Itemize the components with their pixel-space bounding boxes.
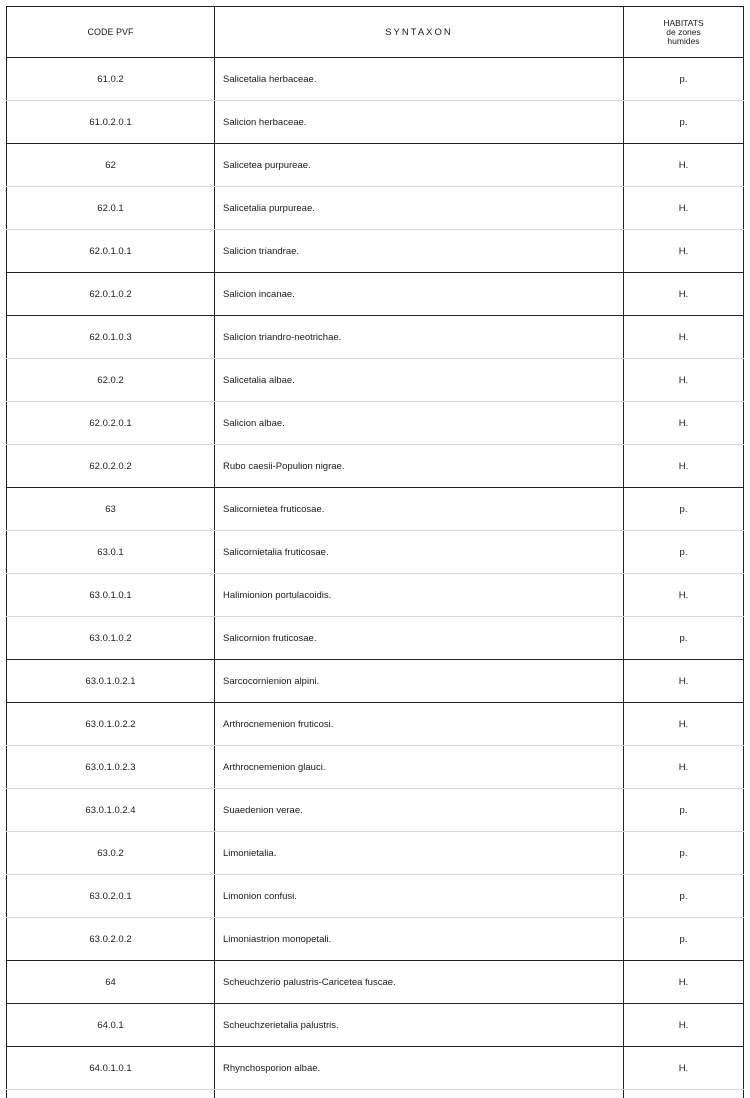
- syntaxon-cell: Suaedenion verae.: [215, 789, 624, 832]
- habitat-cell: H.: [624, 359, 744, 402]
- table-row: [7, 789, 744, 832]
- syntaxon-cell: Salicetalia albae.: [215, 359, 624, 402]
- syntaxon-cell: Arthrocnemenion glauci.: [215, 746, 624, 789]
- syntaxon-cell: Limoniastrion monopetali.: [215, 918, 624, 961]
- table-row: [7, 617, 744, 660]
- table-row: [7, 101, 744, 144]
- code-cell: 63.0.1.0.2.1: [7, 660, 215, 703]
- habitat-cell: H.: [624, 961, 744, 1004]
- syntaxon-cell: Sarcocornienion alpini.: [215, 660, 624, 703]
- table-row: [7, 144, 744, 187]
- table-row: [7, 746, 744, 789]
- header-habitats-line3: humides: [624, 37, 743, 46]
- code-cell: 61.0.2.0.1: [7, 101, 215, 144]
- habitat-cell: p.: [624, 875, 744, 918]
- table-row: [7, 961, 744, 1004]
- habitat-cell: H.: [624, 1047, 744, 1090]
- table-row: [7, 1004, 744, 1047]
- syntaxon-cell: Limonion confusi.: [215, 875, 624, 918]
- table-row: [7, 531, 744, 574]
- table-row: [7, 832, 744, 875]
- code-cell: 62.0.2: [7, 359, 215, 402]
- code-cell: 62.0.1.0.1: [7, 230, 215, 273]
- habitat-cell: p.: [624, 832, 744, 875]
- header-code: CODE PVF: [7, 7, 215, 58]
- code-cell: 64.0.1.0.1: [7, 1047, 215, 1090]
- habitat-cell: H.: [624, 402, 744, 445]
- code-cell: 63.0.2.0.1: [7, 875, 215, 918]
- code-cell: 63.0.1.0.2: [7, 617, 215, 660]
- table-body: [7, 58, 744, 1098]
- syntaxon-cell: Salicetalia purpureae.: [215, 187, 624, 230]
- header-habitats-line1: HABITATS: [624, 19, 743, 28]
- table-row: [7, 58, 744, 101]
- code-cell: 63: [7, 488, 215, 531]
- syntaxon-cell: Salicion triandro-neotrichae.: [215, 316, 624, 359]
- habitat-cell: p.: [624, 789, 744, 832]
- table-row: [7, 574, 744, 617]
- habitat-cell: H.: [624, 660, 744, 703]
- habitat-cell: H.: [624, 230, 744, 273]
- header-syntaxon: SYNTAXON: [215, 7, 624, 58]
- code-cell: 64.0.1: [7, 1004, 215, 1047]
- code-cell: 62.0.1.0.2: [7, 273, 215, 316]
- syntaxon-table: [6, 6, 744, 1098]
- habitat-cell: H.: [624, 144, 744, 187]
- table-row: [7, 1047, 744, 1090]
- habitat-cell: H.: [624, 1004, 744, 1047]
- code-cell: 62.0.1.0.3: [7, 316, 215, 359]
- table-row: [7, 445, 744, 488]
- table-row: [7, 316, 744, 359]
- table-row-partial: [7, 1090, 744, 1098]
- code-cell: 63.0.1.0.2.2: [7, 703, 215, 746]
- code-cell: 63.0.1: [7, 531, 215, 574]
- header-habitats-line2: de zones: [624, 28, 743, 37]
- header-habitats: [624, 7, 744, 58]
- syntaxon-cell: Salicion incanae.: [215, 273, 624, 316]
- habitat-cell: p.: [624, 918, 744, 961]
- habitat-cell: p.: [624, 101, 744, 144]
- table-row: [7, 187, 744, 230]
- document-page: [6, 6, 743, 1098]
- habitat-cell: p.: [624, 531, 744, 574]
- table-row: [7, 488, 744, 531]
- table-row: [7, 273, 744, 316]
- habitat-cell: H.: [624, 187, 744, 230]
- syntaxon-cell: Salicornion fruticosae.: [215, 617, 624, 660]
- syntaxon-cell: Salicornietalia fruticosae.: [215, 531, 624, 574]
- table-row: [7, 703, 744, 746]
- habitat-cell: p.: [624, 488, 744, 531]
- habitat-cell: H.: [624, 316, 744, 359]
- code-cell: 62.0.2.0.2: [7, 445, 215, 488]
- code-cell: 63.0.1.0.2.3: [7, 746, 215, 789]
- syntaxon-cell: Salicornietea fruticosae.: [215, 488, 624, 531]
- table-row: [7, 402, 744, 445]
- syntaxon-cell: Rubo caesii-Populion nigrae.: [215, 445, 624, 488]
- code-cell: 63.0.1.0.1: [7, 574, 215, 617]
- syntaxon-cell: Salicetalia herbaceae.: [215, 58, 624, 101]
- empty-cell: [215, 1090, 624, 1098]
- syntaxon-cell: Salicion herbaceae.: [215, 101, 624, 144]
- table-header-row: [7, 7, 744, 58]
- syntaxon-cell: Rhynchosporion albae.: [215, 1047, 624, 1090]
- syntaxon-cell: Halimionion portulacoidis.: [215, 574, 624, 617]
- code-cell: 63.0.1.0.2.4: [7, 789, 215, 832]
- code-cell: 64: [7, 961, 215, 1004]
- habitat-cell: H.: [624, 703, 744, 746]
- syntaxon-cell: Limonietalia.: [215, 832, 624, 875]
- syntaxon-cell: Salicion triandrae.: [215, 230, 624, 273]
- code-cell: 63.0.2: [7, 832, 215, 875]
- habitat-cell: H.: [624, 445, 744, 488]
- code-cell: 61.0.2: [7, 58, 215, 101]
- habitat-cell: p.: [624, 58, 744, 101]
- habitat-cell: H.: [624, 273, 744, 316]
- syntaxon-cell: Scheuchzerio palustris-Caricetea fuscae.: [215, 961, 624, 1004]
- habitat-cell: H.: [624, 574, 744, 617]
- code-cell: 62: [7, 144, 215, 187]
- empty-cell: [624, 1090, 744, 1098]
- table-row: [7, 918, 744, 961]
- table-row: [7, 230, 744, 273]
- syntaxon-cell: Scheuchzerietalia palustris.: [215, 1004, 624, 1047]
- table-row: [7, 660, 744, 703]
- empty-cell: [7, 1090, 215, 1098]
- code-cell: 63.0.2.0.2: [7, 918, 215, 961]
- table-row: [7, 875, 744, 918]
- syntaxon-cell: Salicion albae.: [215, 402, 624, 445]
- habitat-cell: p.: [624, 617, 744, 660]
- code-cell: 62.0.2.0.1: [7, 402, 215, 445]
- code-cell: 62.0.1: [7, 187, 215, 230]
- syntaxon-cell: Arthrocnemenion fruticosi.: [215, 703, 624, 746]
- syntaxon-cell: Salicetea purpureae.: [215, 144, 624, 187]
- habitat-cell: H.: [624, 746, 744, 789]
- table-row: [7, 359, 744, 402]
